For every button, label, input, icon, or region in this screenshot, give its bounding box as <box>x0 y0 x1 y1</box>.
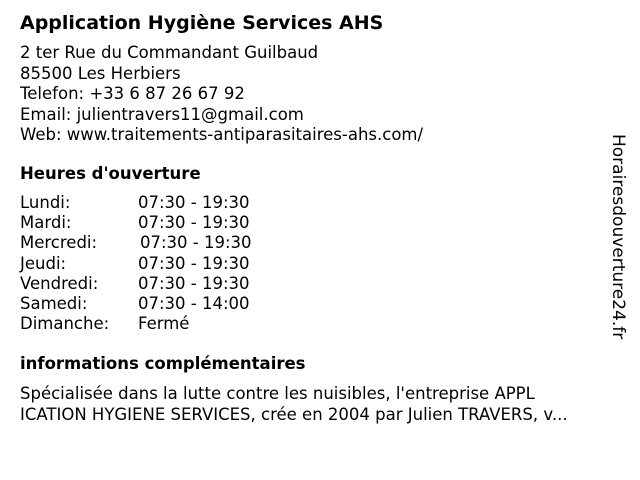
hours-row-mardi <box>20 213 252 233</box>
hours-row-samedi <box>20 294 252 314</box>
hours-row-mercredi <box>20 233 252 253</box>
day-label: Mercredi: <box>20 233 98 253</box>
info-line-1: Spécialisée dans la lutte contre les nuisibles, l'entreprise APPL <box>20 384 535 403</box>
hours-table <box>20 193 252 334</box>
address-line-1: 2 ter Rue du Commandant Guilbaud <box>20 43 319 62</box>
day-label: Jeudi: <box>20 253 67 273</box>
site-watermark-label[interactable]: Horairesdouverture24.fr <box>608 134 628 340</box>
day-label: Mardi: <box>20 213 72 233</box>
day-time: 07:30 - 19:30 <box>138 213 250 233</box>
hours-row-dimanche <box>20 314 252 334</box>
web-line[interactable]: Web: www.traitements-antiparasitaires-ahs.com/ <box>20 125 424 144</box>
day-label: Dimanche: <box>20 314 110 334</box>
info-description <box>20 383 630 425</box>
day-label: Samedi: <box>20 294 88 314</box>
day-label: Lundi: <box>20 193 71 212</box>
hours-heading: Heures d'ouverture <box>20 164 201 183</box>
contact-block <box>20 43 423 146</box>
info-heading: informations complémentaires <box>20 354 306 373</box>
day-time: 07:30 - 19:30 <box>138 273 250 293</box>
day-time: 07:30 - 14:00 <box>138 294 250 314</box>
day-time: 07:30 - 19:30 <box>138 193 250 212</box>
hours-row-vendredi <box>20 274 252 294</box>
day-label: Vendredi: <box>20 273 99 293</box>
day-time: Fermé <box>138 314 190 334</box>
phone-line[interactable]: Telefon: +33 6 87 26 67 92 <box>20 84 245 103</box>
email-line[interactable]: Email: julientravers11@gmail.com <box>20 104 304 124</box>
hours-row-jeudi <box>20 254 252 274</box>
info-line-2: ICATION HYGIENE SERVICES, crée en 2004 par Julien TRAVERS, v... <box>20 405 568 424</box>
business-name: Application Hygiène Services AHS <box>20 12 384 34</box>
address-line-2: 85500 Les Herbiers <box>20 63 181 83</box>
day-time: 07:30 - 19:30 <box>138 253 250 273</box>
hours-row-lundi <box>20 193 252 213</box>
day-time: 07:30 - 19:30 <box>140 233 252 253</box>
